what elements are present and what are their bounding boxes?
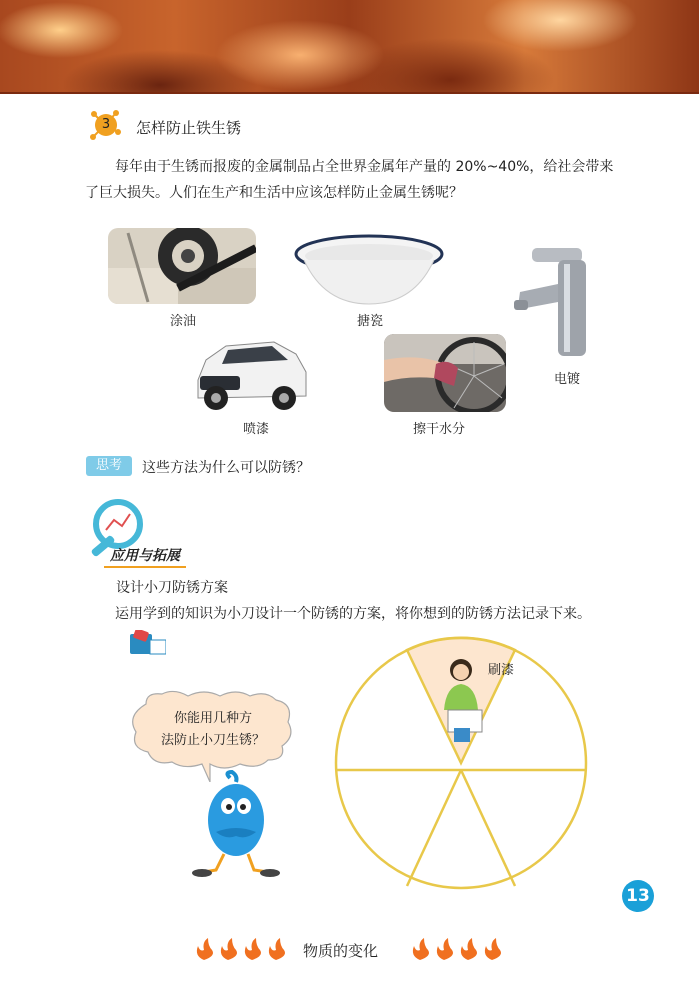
flame-icons-left [192, 936, 292, 962]
think-question: 这些方法为什么可以防锈？ [142, 460, 310, 476]
caption-enamel: 搪瓷 [357, 314, 384, 329]
bubble-text [148, 708, 278, 752]
enamel-basin-photo [294, 232, 444, 308]
blue-mascot-icon [186, 770, 296, 880]
caption-dry: 擦干水分 [413, 422, 466, 437]
faucet-photo [512, 246, 590, 360]
car-photo [192, 332, 310, 414]
header-divider [0, 92, 699, 94]
bubble-line-2: 法防止小刀生锈？ [160, 733, 265, 748]
wedge-label-paint: 刷漆 [488, 663, 515, 678]
flame-icons-right [408, 936, 508, 962]
section-number: 3 [95, 114, 117, 136]
section-title: 怎样防止铁生锈 [136, 119, 242, 137]
design-paragraph: 运用学到的知识为小刀设计一个防锈的方案，将你想到的防锈方法记录下来。 [115, 606, 591, 622]
caption-oil: 涂油 [170, 314, 197, 329]
apply-extend-label: 应用与拓展 [104, 545, 186, 568]
wiping-wheel-photo [384, 334, 506, 412]
flame-header-banner [0, 0, 699, 92]
page-number: 13 [622, 880, 654, 912]
intro-paragraph: 每年由于生锈而报废的金属制品占全世界金属年产量的 20%~40%，给社会带来了巨大损失。人们在生产和生活中应该怎样防止金属生锈呢？ [85, 159, 614, 201]
think-badge: 思考 [86, 456, 132, 476]
bubble-line-1: 你能用几种方 [173, 711, 252, 726]
bike-chain-photo [108, 228, 256, 304]
caption-plating: 电镀 [554, 372, 581, 387]
book-title: 物质的变化 [303, 942, 379, 960]
method-wheel [330, 632, 592, 894]
design-subtitle: 设计小刀防锈方案 [116, 580, 228, 596]
activity-record-icon [130, 630, 166, 656]
caption-paint: 喷漆 [243, 422, 270, 437]
